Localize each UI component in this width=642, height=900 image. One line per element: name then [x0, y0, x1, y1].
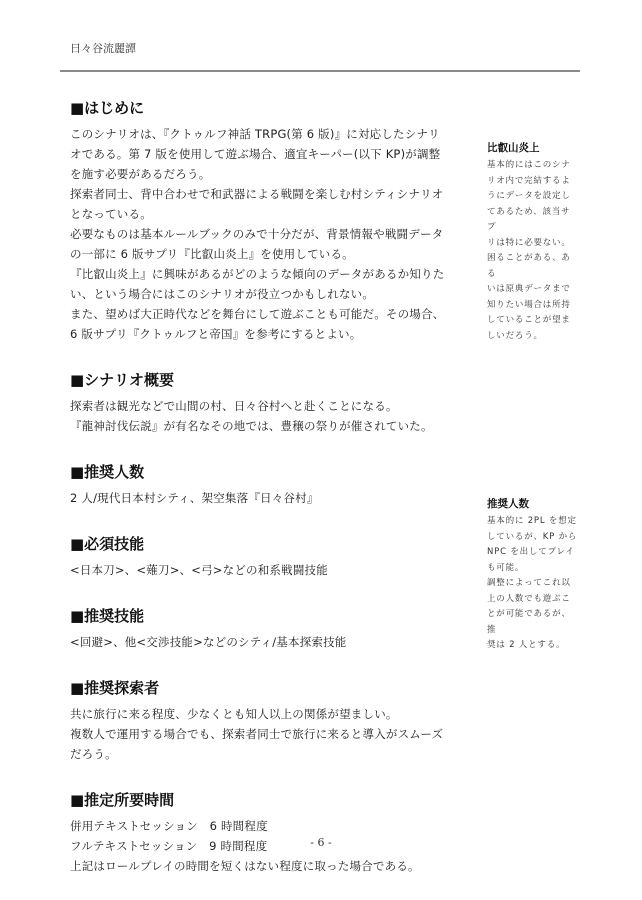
paragraph-line: 『龍神討伐伝説』が有名なその地では、豊穣の祭りが催されていた。 — [70, 419, 433, 433]
sidenote-line: いは原典データまで — [487, 284, 571, 294]
sidenote-line: リオ内で完結するよ — [487, 175, 571, 186]
section-recommended-players — [70, 460, 460, 508]
paragraph-line: 『比叡山炎上』に興味があるがどのような傾向のデータがあるか知りた — [70, 267, 445, 281]
sidenote-line: NPC を出してプレイ — [487, 547, 575, 557]
sidenote-line: とが可能であるが、推 — [487, 609, 571, 635]
paragraph-line: <回避>、他<交渉技能>などのシティ/基本探索技能 — [70, 635, 347, 649]
page-number: - 6 - — [310, 836, 332, 849]
paragraph-line: フルテキストセッション 9 時間程度 — [70, 839, 268, 853]
paragraph-line: 探索者同士、背中合わせで和武器による戦闘を楽しむ村シティシナリオ — [70, 187, 444, 201]
sidenote-hieizan — [487, 140, 579, 344]
paragraph-line: このシナリオは、『クトゥルフ神話 TRPG(第 6 版)』に対応したシナリ — [70, 127, 440, 141]
sidenote-line: 基本的に 2PL を想定 — [487, 516, 577, 526]
paragraph-line: 併用テキストセッション 6 時間程度 — [70, 819, 268, 833]
sidenote-line: 基本的にはこのシナ — [487, 160, 571, 170]
sidenote-recommended-players — [487, 496, 579, 654]
paragraph-line: い、という場合にはこのシナリオが役立つかもしれない。 — [70, 287, 375, 301]
paragraph-line: を施す必要があるだろう。 — [70, 167, 211, 181]
sidenote-line: も可能。 — [487, 562, 525, 573]
section-estimated-time — [70, 788, 460, 876]
paragraph-line: だろう。 — [70, 747, 117, 761]
section-scenario-overview — [70, 368, 460, 436]
section-introduction — [70, 96, 460, 344]
section-heading: ■推奨人数 — [70, 463, 145, 481]
sidenote-line: リは特に必要ない。 — [487, 237, 571, 248]
section-recommended-investigators — [70, 676, 460, 764]
paragraph-line: 上記はロールプレイの時間を短くはない程度に取った場合である。 — [70, 859, 420, 873]
paragraph-line: の一部に 6 版サプリ『比叡山炎上』を使用している。 — [70, 247, 354, 261]
sidenote-line: していることが望ま — [487, 315, 571, 325]
paragraph-line: 6 版サプリ『クトゥルフと帝国』を参考にするとよい。 — [70, 327, 362, 341]
paragraph-line: 2 人/現代日本村シティ、架空集落『日々谷村』 — [70, 491, 319, 505]
paragraph-line: 探索者は観光などで山間の村、日々谷村へと赴くことになる。 — [70, 399, 398, 413]
header-divider — [60, 70, 580, 72]
section-heading: ■シナリオ概要 — [70, 371, 175, 389]
main-content — [70, 96, 460, 900]
paragraph-line: また、望めば大正時代などを舞台にして遊ぶことも可能だ。その場合、 — [70, 307, 445, 321]
sidenote-line: 上の人数でも遊ぶこ — [487, 593, 571, 604]
section-heading: ■必須技能 — [70, 535, 145, 553]
section-heading: ■推定所要時間 — [70, 791, 175, 809]
sidenote-line: しているが、KP から — [487, 531, 578, 542]
sidenote-line: てあるため、該当サプ — [487, 206, 571, 232]
paragraph-line: 複数人で運用する場合でも、探索者同士で旅行に来ると導入がスムーズ — [70, 727, 444, 741]
section-heading: ■推奨技能 — [70, 607, 145, 625]
paragraph-line: 必要なものは基本ルールブックのみで十分だが、背景情報や戦闘データ — [70, 227, 444, 241]
sidenote-line: 調整によってこれ以 — [487, 578, 571, 588]
sidenote-line: 困ることがある、ある — [487, 253, 571, 279]
section-recommended-skills — [70, 604, 460, 652]
paragraph-line: <日本刀>、<薙刀>、<弓>などの和系戦闘技能 — [70, 563, 328, 577]
sidenote-title: 比叡山炎上 — [487, 142, 540, 154]
section-required-skills — [70, 532, 460, 580]
paragraph-line: オである。第 7 版を使用して遊ぶ場合、適宜キーパー(以下 KP)が調整 — [70, 147, 441, 161]
sidenote-line: しいだろう。 — [487, 330, 543, 341]
section-heading: ■推奨探索者 — [70, 679, 160, 697]
sidenote-title: 推奨人数 — [487, 498, 529, 510]
section-heading: ■はじめに — [70, 99, 145, 117]
sidenote-line: 知りたい場合は所持 — [487, 299, 571, 310]
paragraph-line: 共に旅行に来る程度、少なくとも知人以上の関係が望ましい。 — [70, 707, 398, 721]
page-header-title: 日々谷流麗譚 — [70, 42, 136, 55]
sidenote-line: 奨は 2 人とする。 — [487, 640, 566, 650]
sidenote-line: うにデータを設定し — [487, 191, 571, 201]
paragraph-line: となっている。 — [70, 207, 152, 221]
